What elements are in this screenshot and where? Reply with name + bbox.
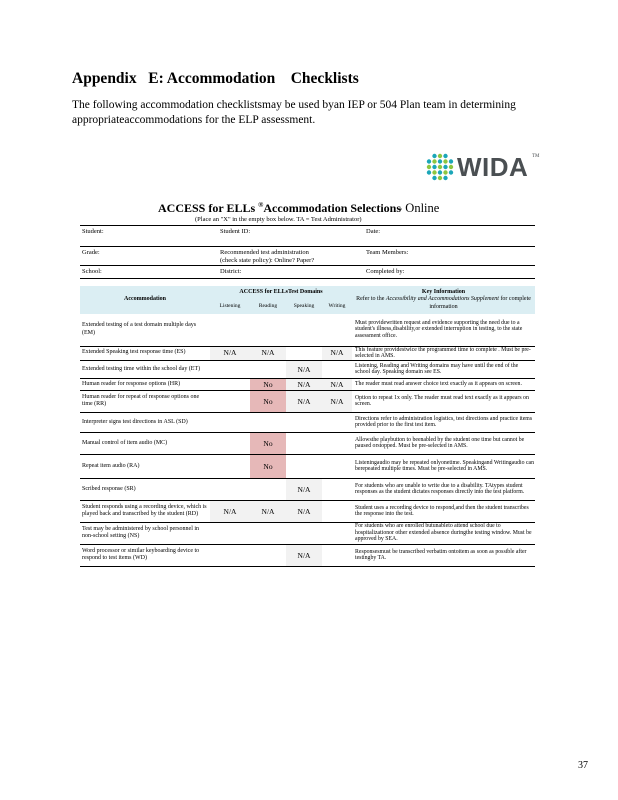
logo-dot — [449, 170, 453, 174]
domain-cell-reading[interactable] — [250, 522, 286, 544]
key-header-italic: Accessibility and Accommodations Supplement — [385, 296, 499, 303]
domain-cell-speaking[interactable] — [286, 412, 322, 432]
logo-dot — [443, 170, 447, 174]
divider — [80, 246, 535, 247]
domain-speaking-header: Speaking — [286, 300, 322, 314]
logo-dot — [432, 159, 436, 163]
domain-cell-writing[interactable] — [322, 412, 352, 432]
table-header-row — [80, 286, 535, 300]
domain-cell-writing[interactable] — [322, 360, 352, 378]
table-row — [80, 378, 535, 390]
page-heading: Appendix E: Accommodation Checklists — [72, 70, 359, 87]
domain-cell-listening: N/A — [210, 346, 250, 360]
domain-cell-speaking: N/A — [286, 478, 322, 500]
domain-cell-listening: N/A — [210, 500, 250, 522]
logo-dot — [449, 159, 453, 163]
student-label: Student: — [82, 228, 104, 235]
key-information-cell: For students who are enrolled butunableto attend school due to hospitalizationor other extended absence duringthe testing window. Must be approved by SEA. — [355, 523, 532, 543]
logo-dot — [432, 154, 436, 158]
table-row — [80, 412, 535, 432]
key-information-cell: Listening, Reading and Writing domains may have until the end of the school day. Speaking domain see ES. — [355, 362, 519, 376]
recommended-sub-label: (check state policy): Online? Paper? — [220, 257, 315, 264]
key-header-sub: Refer to the — [356, 296, 385, 303]
team-members-label: Team Members: — [366, 249, 409, 256]
logo-dot — [443, 176, 447, 180]
domain-cell-listening[interactable] — [210, 412, 250, 432]
key-header-title: Key Information — [421, 289, 466, 296]
registered-mark: ® — [258, 201, 264, 209]
date-label: Date: — [366, 228, 381, 235]
domain-cell-reading: No — [250, 432, 286, 454]
key-information-header — [352, 286, 535, 314]
domain-cell-writing[interactable] — [322, 522, 352, 544]
domain-cell-speaking[interactable] — [286, 432, 322, 454]
domain-cell-reading: N/A — [250, 500, 286, 522]
accommodation-name: Human reader for response options (HR) — [82, 380, 181, 387]
domain-cell-speaking[interactable] — [286, 346, 322, 360]
domain-cell-speaking: N/A — [286, 378, 322, 390]
student-id-label: Student ID: — [220, 228, 251, 235]
key-information-cell: Option to repeat 1x only. The reader must read text exactly as it appears on screen. — [355, 394, 529, 408]
logo-dot — [438, 159, 442, 163]
wida-logo-tm: TM — [532, 154, 540, 159]
domain-cell-reading[interactable] — [250, 478, 286, 500]
key-information-cell: Listeningaudio may be repeated onlyonetime. Speakingand Writingaudio can berepeated multiple times. Must be pre-selected in AMS. — [355, 459, 534, 473]
key-information-cell: Must providewritten request and evidence supporting the need due to a student's illness,disability,or extended interruption in testing, to the state assessment office. — [355, 319, 523, 340]
accommodation-name: Student responds using a recording device, which is played back and transcribed by the student (RD) — [82, 503, 207, 518]
logo-dot — [427, 165, 431, 169]
table-row — [80, 346, 535, 360]
form-title-rest: Accommodation Selections — [263, 201, 402, 215]
accommodation-name: Interpreter signs test directions in ASL (SD) — [82, 418, 188, 425]
table-row — [80, 544, 535, 566]
accommodation-table — [80, 286, 535, 567]
logo-dot — [432, 170, 436, 174]
accommodation-name: Test may be administered by school personnel in non-school setting (NS) — [82, 525, 200, 540]
accommodation-name: Human reader for repeat of response options one time (RR) — [82, 393, 200, 408]
domain-cell-writing[interactable] — [322, 544, 352, 566]
accommodation-name: Word processor or similar keyboarding device to respond to test items (WD) — [82, 547, 200, 562]
accommodation-name: Extended testing time within the school day (ET) — [82, 365, 201, 372]
key-information-cell: Directions refer to administration logistics, test directions and practice items provided prior to the first test item. — [355, 415, 533, 429]
domain-cell-reading: No — [250, 454, 286, 478]
logo-dot — [438, 154, 442, 158]
table-row — [80, 360, 535, 378]
domain-cell-listening[interactable] — [210, 522, 250, 544]
grade-label: Grade: — [82, 249, 100, 256]
wida-logo — [425, 152, 540, 184]
divider — [80, 278, 535, 279]
domain-cell-listening[interactable] — [210, 478, 250, 500]
divider — [80, 225, 535, 226]
logo-dot — [449, 165, 453, 169]
logo-dot — [443, 165, 447, 169]
accommodation-name: Extended testing of a test domain multiple days (EM) — [82, 322, 197, 336]
accommodation-name: Extended Speaking test response time (ES) — [82, 349, 186, 356]
form-title — [158, 201, 401, 216]
table-row — [80, 454, 535, 478]
domain-listening-header: Listening — [210, 300, 250, 314]
table-row — [80, 390, 535, 412]
key-information-cell: This feature providestwice the programmed time to complete . Must be pre-selected in AMS. — [355, 346, 531, 360]
table-row — [80, 500, 535, 522]
domain-cell-speaking[interactable] — [286, 454, 322, 478]
key-information-cell: For students who are unable to write due to a disability. TAtypes student responses as the student dictates responses directly into the test platform. — [355, 482, 525, 496]
table-row — [80, 522, 535, 544]
intro-paragraph: The following accommodation checklistsmay be used byan IEP or 504 Plan team in determining appropriateaccommodations for the ELP assessment. — [72, 99, 516, 126]
domains-header: ACCESS for ELLsTest Domains — [210, 286, 352, 300]
domain-cell-reading: No — [250, 378, 286, 390]
domain-cell-speaking: N/A — [286, 544, 322, 566]
accommodation-name: Scribed response (SR) — [82, 485, 136, 492]
logo-dot — [438, 165, 442, 169]
domain-cell-writing[interactable] — [322, 314, 352, 346]
table-row — [80, 314, 535, 346]
domain-cell-speaking[interactable] — [286, 314, 322, 346]
divider — [80, 265, 535, 266]
domain-cell-speaking: N/A — [286, 390, 322, 412]
recommended-label: Recommended test administration — [220, 249, 309, 256]
table-row — [80, 478, 535, 500]
logo-dot — [432, 165, 436, 169]
accommodation-name: Manual control of item audio (MC) — [82, 439, 168, 446]
domain-cell-reading: No — [250, 390, 286, 412]
table-row — [80, 432, 535, 454]
domain-cell-writing: N/A — [322, 378, 352, 390]
district-label: District: — [220, 268, 242, 275]
key-header-sub-end: for complete information — [429, 296, 531, 310]
domain-cell-listening[interactable] — [210, 454, 250, 478]
logo-dot — [443, 154, 447, 158]
domain-cell-writing: N/A — [322, 390, 352, 412]
domain-cell-reading[interactable] — [250, 412, 286, 432]
domain-cell-writing[interactable] — [322, 454, 352, 478]
form-title-text: ACCESS for ELLs — [158, 201, 256, 215]
accommodation-name: Repeat item audio (RA) — [82, 462, 140, 469]
domain-cell-listening[interactable] — [210, 314, 250, 346]
accommodation-column-header: Accommodation — [80, 286, 210, 314]
key-information-cell: The reader must read answer choice text exactly as it appears on screen. — [355, 380, 522, 387]
domain-cell-writing[interactable] — [322, 478, 352, 500]
wida-logo-word: WIDA — [457, 152, 529, 182]
domain-writing-header: Writing — [322, 300, 352, 314]
logo-dot — [427, 159, 431, 163]
form-mode: - Online — [398, 201, 440, 215]
domain-cell-reading: N/A — [250, 346, 286, 360]
domain-cell-speaking: N/A — [286, 360, 322, 378]
wida-dots-icon — [425, 152, 455, 182]
domain-reading-header: Reading — [250, 300, 286, 314]
domain-cell-speaking[interactable] — [286, 522, 322, 544]
form-note: (Place an "X" in the empty box below. TA = Test Administrator) — [195, 216, 362, 223]
domain-cell-speaking: N/A — [286, 500, 322, 522]
domain-cell-listening[interactable] — [210, 432, 250, 454]
domain-cell-reading[interactable] — [250, 544, 286, 566]
domain-cell-reading[interactable] — [250, 314, 286, 346]
page-number: 37 — [578, 760, 588, 771]
key-information-cell: Responsesmust be transcribed verbatim ontoitem as soon as possible after testingby TA. — [355, 548, 527, 562]
key-information-cell: Student uses a recording device to respond,and then the student transcribes the response into the test. — [355, 504, 529, 518]
domain-cell-listening[interactable] — [210, 544, 250, 566]
logo-dot — [438, 176, 442, 180]
domain-cell-listening[interactable] — [210, 360, 250, 378]
logo-dot — [443, 159, 447, 163]
logo-dot — [438, 170, 442, 174]
key-information-cell: Allowsthe playbutton to beenabled by the student one time but cannot be paused orstopped. Must be pre-selected in AMS. — [355, 436, 525, 450]
logo-dot — [427, 170, 431, 174]
logo-dot — [432, 176, 436, 180]
domain-cell-listening[interactable] — [210, 390, 250, 412]
domain-cell-writing: N/A — [322, 346, 352, 360]
domain-cell-writing[interactable] — [322, 500, 352, 522]
school-label: School: — [82, 268, 102, 275]
completed-by-label: Completed by: — [366, 268, 405, 275]
domain-cell-writing[interactable] — [322, 432, 352, 454]
domain-cell-listening[interactable] — [210, 378, 250, 390]
domain-cell-reading[interactable] — [250, 360, 286, 378]
